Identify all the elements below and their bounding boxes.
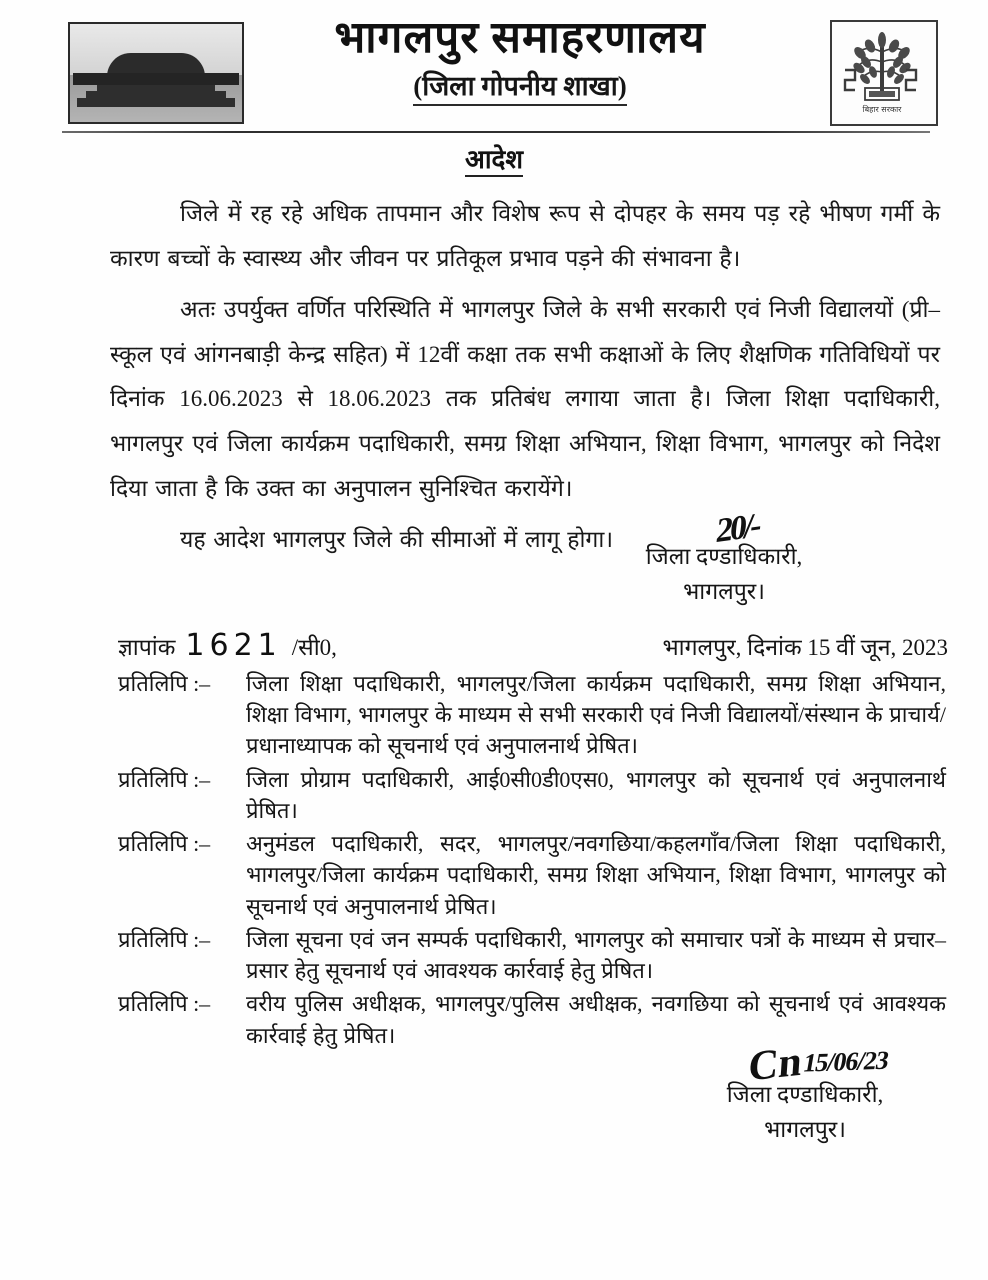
document-body xyxy=(0,140,988,563)
handwritten-signature-top: 20/- xyxy=(713,506,761,551)
memo-suffix: /सी0, xyxy=(291,635,337,660)
copy-text: जिला शिक्षा पदाधिकारी, भागलपुर/जिला कार्यक्रम पदाधिकारी, समग्र शिक्षा अभियान, शिक्षा विभाग, भागलपुर के माध्यम से सभी सरकारी एवं निजी विद्यालयों/संस्थान के प्राचार्य/प्रधानाध्यापक को सूचनार्थ एवं अनुपालनार्थ प्रेषित। xyxy=(246,671,946,759)
copy-label: प्रतिलिपि :– xyxy=(118,671,211,696)
paragraph-2: अतः उपर्युक्त वर्णित परिस्थिति में भागलपुर जिले के सभी सरकारी एवं निजी विद्यालयों (प्री–स्कूल एवं आंगनबाड़ी केन्द्र सहित) में 12वीं कक्षा तक सभी कक्षाओं के लिए शैक्षणिक गतिविधियों पर दिनांक 16.06.2023 से 18.06.2023 तक प्रतिबंध लगाया जाता है। जिला शिक्षा पदाधिकारी, भागलपुर एवं जिला कार्यक्रम पदाधिकारी, समग्र शिक्षा अभियान, शिक्षा विभाग, भागलपुर को निदेश दिया जाता है कि उक्त का अनुपालन सुनिश्चित करायेंगे। xyxy=(110,296,940,502)
copy-list-item xyxy=(118,988,946,1050)
stupa-tier-3 xyxy=(77,98,235,107)
memo-place-date: भागलपुर, दिनांक 15 वीं जून, 2023 xyxy=(662,635,948,660)
document-header xyxy=(0,0,988,120)
copy-list-item xyxy=(118,764,946,826)
memo-left xyxy=(118,628,337,663)
copy-list-item xyxy=(118,924,946,986)
copy-text: वरीय पुलिस अधीक्षक, भागलपुर/पुलिस अधीक्षक, नवगछिया को सूचनार्थ एवं आवश्यक कार्रवाई हेतु प्रेषित। xyxy=(246,991,946,1048)
copy-text: अनुमंडल पदाधिकारी, सदर, भागलपुर/नवगछिया/कहलगाँव/जिला शिक्षा पदाधिकारी, भागलपुर/जिला कार्यक्रम पदाधिकारी, समग्र शिक्षा अभियान, शिक्षा विभाग, भागलपुर को सूचनार्थ एवं अनुपालनार्थ प्रेषित। xyxy=(246,831,946,919)
signature-bottom-place: भागलपुर। xyxy=(764,1116,846,1142)
memo-label: ज्ञापांक xyxy=(118,635,176,660)
copy-label: प्रतिलिपि :– xyxy=(118,926,211,952)
copy-text: जिला प्रोग्राम पदाधिकारी, आई0सी0डी0एस0, भागलपुर को सूचनार्थ एवं अनुपालनार्थ प्रेषित। xyxy=(246,766,946,823)
handwritten-date: 15/06/23 xyxy=(801,1045,891,1078)
copy-distribution-list xyxy=(118,668,946,1053)
stupa-band xyxy=(73,73,238,85)
signature-top-place: भागलपुर। xyxy=(683,578,765,604)
memo-row xyxy=(118,628,948,663)
signature-bottom-inner xyxy=(690,1038,920,1147)
header-title-block xyxy=(250,14,790,106)
order-heading-text: आदेश xyxy=(465,145,523,177)
paragraph-3: यह आदेश भागलपुर जिले की सीमाओं में लागू होगा। xyxy=(180,526,614,552)
signature-top-inner xyxy=(645,506,803,609)
order-heading xyxy=(0,140,988,176)
copy-label: प्रतिलिपि :– xyxy=(118,831,211,857)
handwritten-initial: Cn xyxy=(746,1038,804,1091)
emblem-svg xyxy=(832,22,932,120)
signature-bottom-designation: जिला दण्डाधिकारी, xyxy=(726,1082,884,1107)
copy-label: प्रतिलिपि :– xyxy=(118,991,211,1017)
copy-list-item xyxy=(118,828,946,922)
office-subtitle: (जिला गोपनीय शाखा) xyxy=(413,66,626,106)
signature-block-bottom xyxy=(0,1038,988,1147)
signature-top-designation: जिला दण्डाधिकारी, xyxy=(645,544,803,569)
header-divider xyxy=(62,131,930,133)
copy-text: जिला सूचना एवं जन सम्पर्क पदाधिकारी, भागलपुर को समाचार पत्रों के माध्यम से प्रचार–प्रसार हेतु सूचनार्थ एवं आवश्यक कार्रवाई हेतु प्रेषित। xyxy=(246,926,946,984)
paragraph-1: जिले में रह रहे अधिक तापमान और विशेष रूप से दोपहर के समय पड़ रहे भीषण गर्मी के कारण बच्चों के स्वास्थ्य और जीवन पर प्रतिकूल प्रभाव पड़ने की संभावना है। xyxy=(110,201,940,271)
office-title: भागलपुर समाहरणालय xyxy=(334,13,706,62)
emblem-caption-text: बिहार सरकार xyxy=(862,105,902,114)
memo-number-handwritten: 1621 xyxy=(185,628,282,663)
copy-label: प्रतिलिपि :– xyxy=(118,766,211,792)
vikramshila-stupa-photo xyxy=(68,22,244,124)
copy-list-item xyxy=(118,668,946,762)
bihar-government-emblem-icon xyxy=(830,20,938,126)
